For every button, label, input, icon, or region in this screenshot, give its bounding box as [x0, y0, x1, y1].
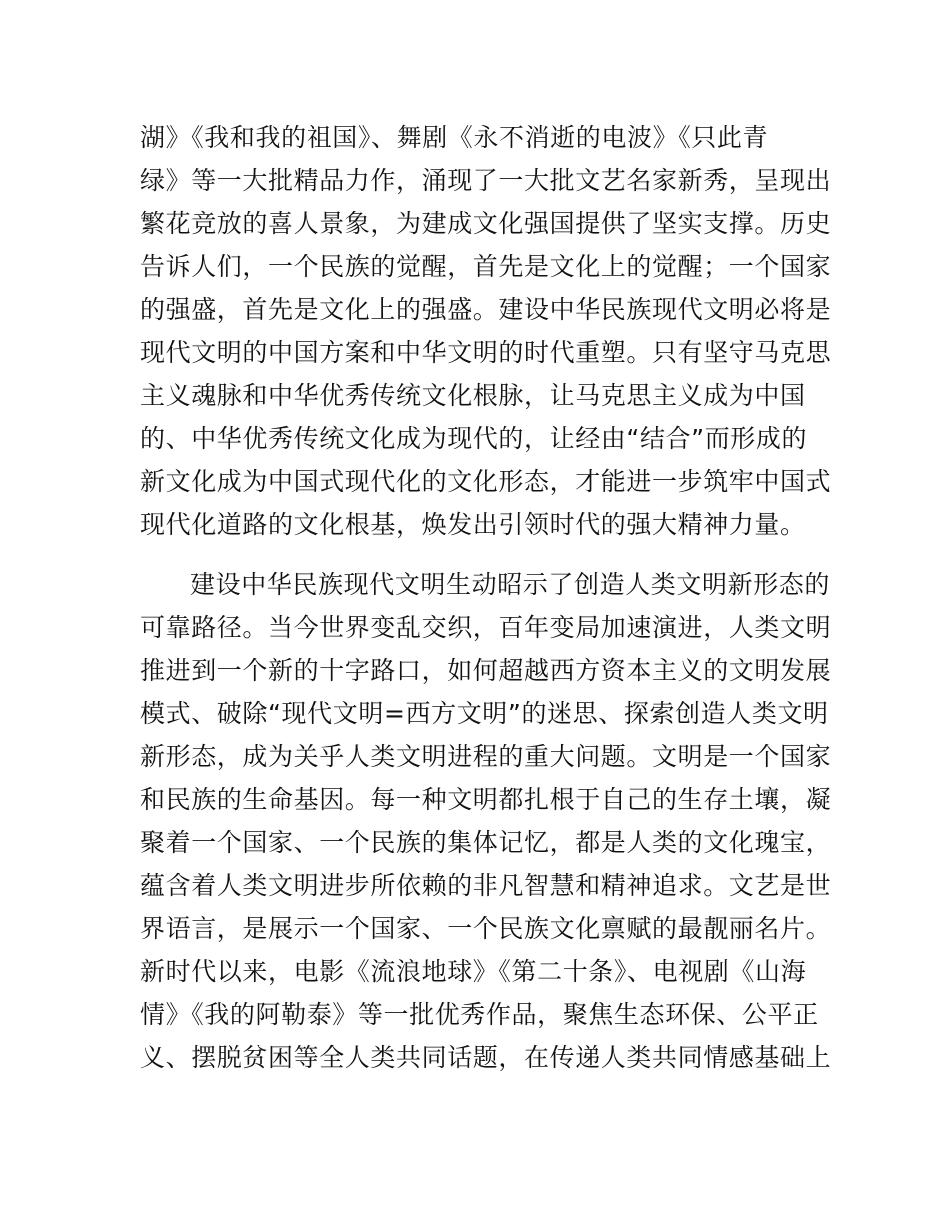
paragraph-1 [140, 116, 832, 546]
text-line: 新时代以来，电影《流浪地球》《第二十条》、电视剧《山海 [140, 957, 807, 986]
paragraph-2 [140, 563, 832, 1079]
text-line: 新文化成为中国式现代化的文化形态，才能进一步筑牢中国式 [140, 467, 832, 496]
text-line: 蕴含着人类文明进步所依赖的非凡智慧和精神追求。文艺是世 [140, 871, 832, 900]
text-line: 的强盛，首先是文化上的强盛。建设中华民族现代文明必将是 [140, 295, 832, 324]
text-line: 主义魂脉和中华优秀传统文化根脉，让马克思主义成为中国 [140, 381, 806, 410]
text-line: 和民族的生命基因。每一种文明都扎根于自己的生存土壤，凝 [140, 785, 832, 814]
text-line: 告诉人们，一个民族的觉醒，首先是文化上的觉醒；一个国家 [140, 252, 832, 281]
text-line: 推进到一个新的十字路口，如何超越西方资本主义的文明发展 [140, 656, 832, 685]
text-line: 湖》《我和我的祖国》、舞剧《永不消逝的电波》《只此青 [140, 123, 769, 152]
text-line: 的、中华优秀传统文化成为现代的，让经由“结合”而形成的 [140, 424, 808, 453]
text-line: 新形态，成为关乎人类文明进程的重大问题。文明是一个国家 [140, 742, 832, 771]
text-line: 情》《我的阿勒泰》等一批优秀作品，聚焦生态环保、公平正 [140, 1000, 819, 1029]
text-line: 绿》等一大批精品力作，涌现了一大批文艺名家新秀，呈现出 [140, 166, 832, 195]
text-line: 模式、破除“现代文明=西方文明”的迷思、探索创造人类文明 [140, 699, 829, 728]
text-line: 繁花竞放的喜人景象，为建成文化强国提供了坚实支撑。历史 [140, 209, 832, 238]
text-line: 义、摆脱贫困等全人类共同话题，在传递人类共同情感基础上 [140, 1043, 832, 1072]
text-line-first: 建设中华民族现代文明生动昭示了创造人类文明新形态的 [190, 570, 831, 599]
text-line: 现代文明的中国方案和中华文明的时代重塑。只有坚守马克思 [140, 338, 832, 367]
text-line: 聚着一个国家、一个民族的集体记忆，都是人类的文化瑰宝， [140, 828, 832, 857]
text-line: 可靠路径。当今世界变乱交织，百年变局加速演进，人类文明 [140, 613, 832, 642]
text-line: 现代化道路的文化根基，焕发出引领时代的强大精神力量。 [140, 510, 806, 539]
text-line: 界语言，是展示一个国家、一个民族文化禀赋的最靓丽名片。 [140, 914, 832, 943]
